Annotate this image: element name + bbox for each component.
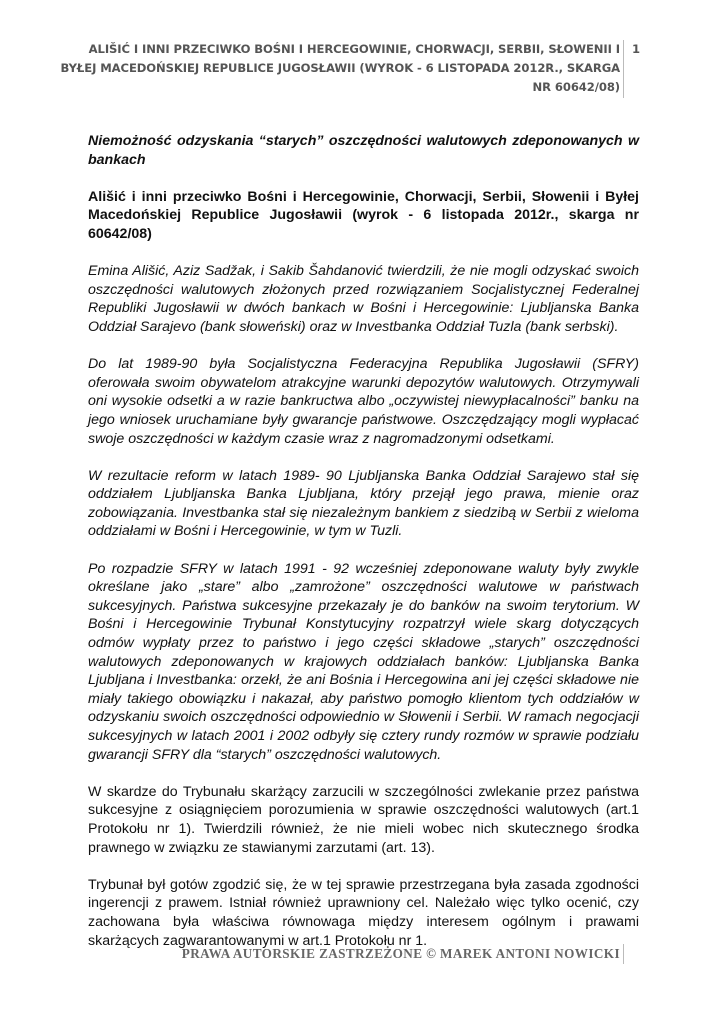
header-line: BYŁEJ MACEDOŃSKIEJ REPUBLICE JUGOSŁAWII (WYROK - 6 LISTOPADA 2012R., SKARGA	[60, 61, 620, 75]
paragraph: Do lat 1989-90 była Socjalistyczna Federacyjna Republika Jugosławii (SFRY) oferowała swoim obywatelom atrakcyjne warunki depozytów walutowych. Otrzymywali oni wysokie odsetki a w razie bankructwa albo „oczywistej niewypłacalności” banku na jego wniosek uruchamiane były gwarancje państwowe. Oszczędzający mogli wypłacać swoje oszczędności w każdym czasie wraz z nagromadzonymi odsetkami.	[88, 356, 639, 447]
footer-divider	[623, 944, 624, 964]
header-line: ALIŠIĆ I INNI PRZECIWKO BOŚNI I HERCEGOWINIE, CHORWACJI, SERBII, SŁOWENII I	[88, 42, 620, 56]
paragraph: Trybunał był gotów zgodzić się, że w tej sprawie przestrzegana była zasada zgodności ingerencji z prawem. Istniał również uprawniony cel. Należało więc tylko ocenić, czy zachowana była właściwa równowaga między interesem ogólnym i prawami skarżących zagwarantowanymi w art.1 Protokołu nr 1.	[88, 876, 639, 949]
running-header	[60, 40, 620, 97]
header-line: NR 60642/08)	[532, 80, 620, 94]
paragraph: W skardze do Trybunału skarżący zarzucili w szczególności zwlekanie przez państwa sukcesyjne z osiągnięciem porozumienia w sprawie oszczędności walutowych (art.1 Protokołu nr 1). Twierdzili również, że nie mieli wobec nich skutecznego środka prawnego w związku ze stawianymi zarzutami (art. 13).	[88, 783, 639, 856]
document-title: Ališić i inni przeciwko Bośni i Hercegowinie, Chorwacji, Serbii, Słowenii i Byłej Macedońskiej Republice Jugosławii (wyrok - 6 listopada 2012r., skarga nr 60642/08)	[88, 188, 639, 242]
page-number: 1	[623, 40, 640, 98]
copyright-footer: PRAWA AUTORSKIE ZASTRZEŻONE © MAREK ANTONI NOWICKI	[181, 946, 620, 961]
paragraph: W rezultacie reform w latach 1989- 90 Ljubljanska Banka Oddział Sarajewo stał się oddziałem Ljubljanska Banka Ljubljana, który przejął jego prawa, mienie oraz zobowiązania. Investbanka stał się niezależnym bankiem z siedzibą w Serbii z wieloma oddziałami w Bośni i Hercegowinie, w tym w Tuzli.	[88, 467, 639, 540]
document-body	[88, 132, 639, 969]
paragraph: Emina Ališić, Aziz Sadžak, i Sakib Šahdanović twierdzili, że nie mogli odzyskać swoich oszczędności walutowych złożonych przed rozwiązaniem Socjalistycznej Federalnej Republiki Jugosławii w dwóch bankach w Bośni i Hercegowinie: Ljubljanska Banka Oddział Sarajevo (bank słoweński) oraz w Investbanka Oddział Tuzla (bank serbski).	[88, 263, 639, 335]
paragraph: Po rozpadzie SFRY w latach 1991 - 92 wcześniej zdeponowane waluty były zwykle określane jako „stare” albo „zamrożone” oszczędności walutowe w państwach sukcesyjnych. Państwa sukcesyjne przekazały je do banków na swoim terytorium. W Bośni i Hercegowinie Trybunał Konstytucyjny rozpatrzył wiele skarg dotyczących odmów wypłaty przez to państwo i jego części składowe „starych” oszczędności walutowych zdeponowanych w krajowych oddziałach banków: Ljubljanska Banka Ljubljana i Investbanka: orzekł, że ani Bośnia i Hercegowina ani jej części składowe nie miały takiego obowiązku i nakazał, aby państwo pomogło klientom tych oddziałów w odzyskaniu swoich oszczędności odpowiednio w Słowenii i Serbii. W ramach negocjacji sukcesyjnych w latach 2001 i 2002 odbyły się cztery rundy rozmów w sprawie podziału gwarancji SFRY dla “starych” oszczędności walutowych.	[88, 560, 639, 763]
document-subtitle: Niemożność odzyskania “starych” oszczędności walutowych zdeponowanych w bankach	[88, 133, 639, 168]
